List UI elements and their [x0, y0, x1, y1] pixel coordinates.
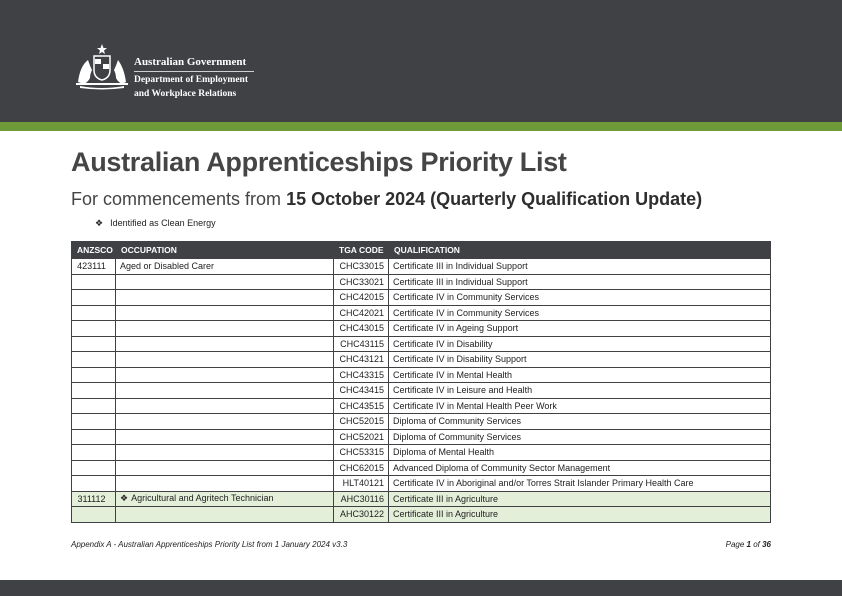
footer-document-title: Appendix A - Australian Apprenticeships Priority List from 1 January 2024 v3.3: [71, 540, 348, 549]
cell-anzsco: [72, 336, 116, 352]
government-logo: [72, 42, 254, 98]
cell-anzsco: [72, 290, 116, 306]
page-title: Australian Apprenticeships Priority List: [71, 147, 567, 177]
table-row: [72, 507, 771, 523]
cell-qualification: Advanced Diploma of Community Sector Management: [389, 460, 771, 476]
cell-occupation: [116, 445, 334, 461]
coat-of-arms-icon: [72, 42, 132, 90]
cell-occupation: [116, 429, 334, 445]
cell-qualification: Certificate III in Agriculture: [389, 491, 771, 507]
cell-qualification: Certificate IV in Leisure and Health: [389, 383, 771, 399]
cell-occupation: [116, 259, 334, 275]
occupation-text: Agricultural and Agritech Technician: [131, 493, 274, 504]
cell-qualification: Certificate IV in Disability: [389, 336, 771, 352]
cell-anzsco: [72, 383, 116, 399]
table-row: [72, 367, 771, 383]
occupation-text: Aged or Disabled Carer: [120, 261, 215, 272]
cell-qualification: Certificate IV in Aboriginal and/or Torres Strait Islander Primary Health Care: [389, 476, 771, 492]
cell-anzsco: [72, 460, 116, 476]
cell-qualification: Certificate IV in Community Services: [389, 290, 771, 306]
table-row: [72, 414, 771, 430]
page-subtitle: [71, 189, 702, 210]
table-row: [72, 290, 771, 306]
logo-department-line-1: Department of Employment: [134, 75, 248, 85]
cell-anzsco: [72, 367, 116, 383]
cell-occupation: [116, 321, 334, 337]
cell-anzsco: [72, 445, 116, 461]
cell-tga-code: CHC52021: [334, 429, 389, 445]
page-of: of: [750, 540, 763, 549]
cell-occupation: [116, 290, 334, 306]
cell-tga-code: CHC53315: [334, 445, 389, 461]
page-current: 1: [746, 540, 751, 549]
table-row: [72, 352, 771, 368]
cell-qualification: Certificate III in Individual Support: [389, 274, 771, 290]
cell-tga-code: CHC43415: [334, 383, 389, 399]
cell-tga-code: CHC43115: [334, 336, 389, 352]
table-row: [72, 398, 771, 414]
cell-anzsco: [72, 321, 116, 337]
cell-qualification: Certificate IV in Disability Support: [389, 352, 771, 368]
cell-qualification: Diploma of Community Services: [389, 414, 771, 430]
cell-tga-code: HLT40121: [334, 476, 389, 492]
cell-anzsco: [72, 352, 116, 368]
cell-anzsco: [72, 274, 116, 290]
table-row: [72, 429, 771, 445]
clean-energy-icon: ❖: [95, 218, 104, 228]
cell-occupation: [116, 352, 334, 368]
table-row: [72, 476, 771, 492]
accent-bar: [0, 122, 842, 131]
cell-tga-code: CHC43121: [334, 352, 389, 368]
cell-qualification: Certificate IV in Mental Health Peer Work: [389, 398, 771, 414]
priority-list-table: [71, 241, 771, 523]
cell-qualification: Certificate III in Agriculture: [389, 507, 771, 523]
header-tga-code: TGA CODE: [334, 242, 389, 259]
cell-tga-code: CHC43015: [334, 321, 389, 337]
cell-occupation: [116, 274, 334, 290]
cell-occupation: [116, 507, 334, 523]
cell-occupation: [116, 460, 334, 476]
cell-anzsco: [72, 476, 116, 492]
cell-qualification: Certificate IV in Ageing Support: [389, 321, 771, 337]
table-row: [72, 460, 771, 476]
subtitle-prefix: For commencements from: [71, 189, 287, 209]
cell-occupation: [116, 305, 334, 321]
cell-tga-code: CHC33021: [334, 274, 389, 290]
cell-anzsco: [72, 414, 116, 430]
cell-tga-code: CHC43515: [334, 398, 389, 414]
cell-occupation: [116, 476, 334, 492]
table-row: [72, 491, 771, 507]
cell-occupation: [116, 491, 334, 507]
cell-qualification: Certificate IV in Mental Health: [389, 367, 771, 383]
cell-tga-code: CHC33015: [334, 259, 389, 275]
table-row: [72, 321, 771, 337]
cell-qualification: Certificate IV in Community Services: [389, 305, 771, 321]
cell-occupation: [116, 336, 334, 352]
cell-anzsco: [72, 305, 116, 321]
logo-government-name: Australian Government: [134, 56, 254, 72]
table-header-row: [72, 242, 771, 259]
logo-text: [134, 42, 254, 100]
cell-tga-code: CHC43315: [334, 367, 389, 383]
cell-anzsco: [72, 398, 116, 414]
cell-tga-code: CHC52015: [334, 414, 389, 430]
cell-tga-code: CHC62015: [334, 460, 389, 476]
cell-qualification: Diploma of Mental Health: [389, 445, 771, 461]
logo-department-line-2: and Workplace Relations: [134, 89, 237, 99]
cell-tga-code: CHC42021: [334, 305, 389, 321]
page-total: 36: [762, 540, 771, 549]
cell-occupation: [116, 383, 334, 399]
cell-anzsco: [72, 507, 116, 523]
header-occupation: OCCUPATION: [116, 242, 334, 259]
table-row: [72, 259, 771, 275]
legend-text: Identified as Clean Energy: [110, 218, 216, 228]
cell-tga-code: AHC30122: [334, 507, 389, 523]
cell-anzsco: 423111: [72, 259, 116, 275]
cell-tga-code: CHC42015: [334, 290, 389, 306]
table-row: [72, 383, 771, 399]
clean-energy-icon: ❖: [120, 493, 129, 504]
cell-anzsco: [72, 429, 116, 445]
cell-occupation: [116, 414, 334, 430]
clean-energy-legend: [95, 218, 216, 229]
cell-qualification: Diploma of Community Services: [389, 429, 771, 445]
table-row: [72, 274, 771, 290]
subtitle-date: 15 October 2024 (Quarterly Qualification Update): [286, 189, 703, 209]
header-qualification: QUALIFICATION: [389, 242, 771, 259]
page-prefix: Page: [725, 540, 747, 549]
header-anzsco: ANZSCO: [72, 242, 116, 259]
cell-qualification: Certificate III in Individual Support: [389, 259, 771, 275]
table-row: [72, 336, 771, 352]
table-row: [72, 445, 771, 461]
table-body: [72, 259, 771, 523]
footer-page-number: [700, 540, 771, 549]
cell-anzsco: 311112: [72, 491, 116, 507]
table-row: [72, 305, 771, 321]
cell-tga-code: AHC30116: [334, 491, 389, 507]
cell-occupation: [116, 367, 334, 383]
page-footer-bar: [0, 580, 842, 596]
cell-occupation: [116, 398, 334, 414]
